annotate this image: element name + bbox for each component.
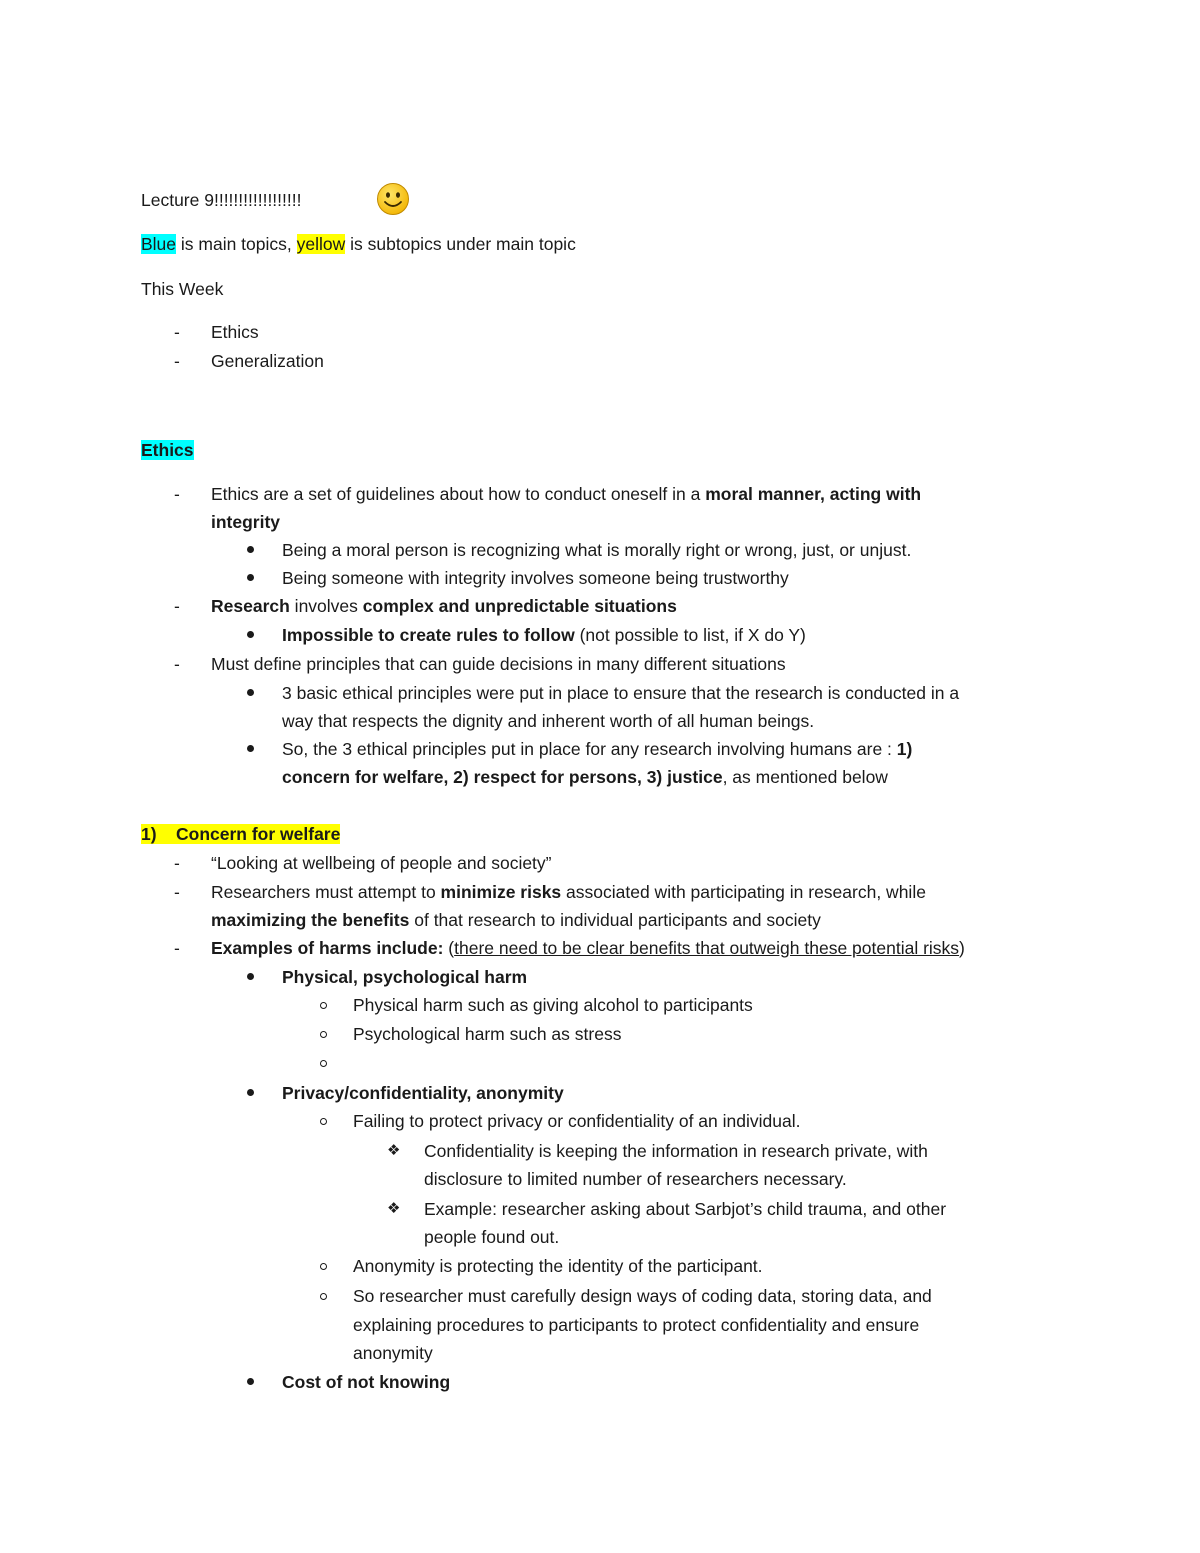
list-item: Confidentiality is keeping the information in research private, with (424, 1141, 928, 1161)
dash-bullet: - (174, 654, 180, 674)
list-item: Example: researcher asking about Sarbjot’s child trauma, and other (424, 1199, 947, 1219)
this-week-heading: This Week (141, 279, 224, 299)
circle-bullet (320, 1293, 327, 1300)
bullet-dot (247, 631, 254, 638)
circle-bullet (320, 1031, 327, 1038)
circle-bullet (320, 1060, 327, 1067)
legend-blue-word: Blue (141, 234, 177, 254)
list-item-cont: anonymity (353, 1343, 433, 1363)
list-item: Anonymity is protecting the identity of the participant. (353, 1256, 763, 1276)
list-item: Must define principles that can guide decisions in many different situations (211, 654, 786, 674)
bullet-dot (247, 745, 254, 752)
list-item: Physical, psychological harm (282, 967, 528, 987)
dash-bullet: - (174, 853, 180, 873)
diamond-bullet-icon: ❖ (387, 1142, 401, 1159)
circle-bullet (320, 1263, 327, 1270)
list-item: “Looking at wellbeing of people and society” (211, 853, 552, 873)
dash-bullet: - (174, 596, 180, 616)
bullet-dot (247, 1089, 254, 1096)
list-item: Research involves complex and unpredictable situations (211, 596, 677, 616)
welfare-heading: 1) Concern for welfare (141, 824, 341, 844)
list-item-cont: explaining procedures to participants to protect confidentiality and ensure (353, 1315, 920, 1335)
lecture-title: Lecture 9!!!!!!!!!!!!!!!!!! (141, 190, 302, 210)
list-item: 3 basic ethical principles were put in place to ensure that the research is conducted in a (282, 683, 960, 703)
color-legend: Blue is main topics, yellow is subtopics under main topic (141, 234, 576, 254)
list-item: Psychological harm such as stress (353, 1024, 622, 1044)
dash-bullet: - (174, 938, 180, 958)
list-item-cont: people found out. (424, 1227, 560, 1247)
list-item-cont: way that respects the dignity and inherent worth of all human beings. (282, 711, 815, 731)
bullet-dot (247, 574, 254, 581)
list-item: Ethics (211, 322, 259, 342)
list-item: Being someone with integrity involves someone being trustworthy (282, 568, 789, 588)
list-item: Cost of not knowing (282, 1372, 451, 1392)
dash-bullet: - (174, 322, 180, 342)
list-item-cont: disclosure to limited number of researchers necessary. (424, 1169, 847, 1189)
list-item: Researchers must attempt to minimize risks associated with participating in research, while (211, 882, 926, 902)
ethics-definition-cont: integrity (211, 512, 281, 532)
bullet-dot (247, 689, 254, 696)
list-item: Privacy/confidentiality, anonymity (282, 1083, 564, 1103)
list-item-cont: maximizing the benefits of that research to individual participants and society (211, 910, 821, 930)
dash-bullet: - (174, 351, 180, 371)
dash-bullet: - (174, 484, 180, 504)
list-item: Examples of harms include: (there need to be clear benefits that outweigh these potential risks) (211, 938, 965, 958)
diamond-bullet-icon: ❖ (387, 1200, 401, 1217)
list-item: Impossible to create rules to follow (not possible to list, if X do Y) (282, 625, 806, 645)
ethics-heading: Ethics (141, 440, 194, 460)
bullet-dot (247, 1378, 254, 1385)
legend-yellow-word: yellow (296, 234, 346, 254)
circle-bullet (320, 1002, 327, 1009)
bullet-dot (247, 546, 254, 553)
dash-bullet: - (174, 882, 180, 902)
list-item-cont: concern for welfare, 2) respect for persons, 3) justice, as mentioned below (282, 767, 888, 787)
list-item: Physical harm such as giving alcohol to participants (353, 995, 753, 1015)
bullet-dot (247, 973, 254, 980)
list-item: Generalization (211, 351, 324, 371)
list-item: Being a moral person is recognizing what is morally right or wrong, just, or unjust. (282, 540, 912, 560)
smiley-face-icon (376, 182, 410, 216)
list-item: Failing to protect privacy or confidentiality of an individual. (353, 1111, 801, 1131)
list-item: So researcher must carefully design ways of coding data, storing data, and (353, 1286, 932, 1306)
ethics-definition: Ethics are a set of guidelines about how to conduct oneself in a moral manner, acting with (211, 484, 922, 504)
circle-bullet (320, 1118, 327, 1125)
list-item: So, the 3 ethical principles put in place for any research involving humans are : 1) (282, 739, 913, 759)
